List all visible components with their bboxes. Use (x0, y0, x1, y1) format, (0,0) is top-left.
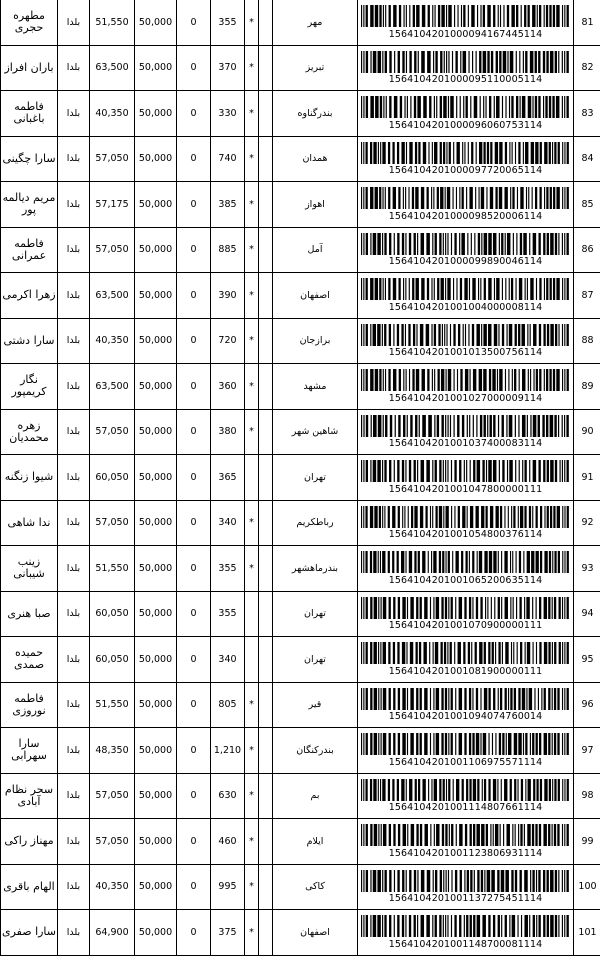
star-marker-cell: * (245, 910, 259, 956)
shipment-type-cell: بلدا (58, 91, 90, 137)
blank-cell (259, 864, 273, 910)
recipient-name-cell: ندا شاهی (1, 500, 58, 546)
tracking-barcode-cell (358, 546, 574, 592)
fee-amount-cell: 720 (211, 318, 245, 364)
tracking-code-text: 1564104201001137275451114 (358, 893, 573, 904)
tracking-barcode-cell (358, 364, 574, 410)
tracking-code-text: 1564104201001106975571114 (358, 757, 573, 768)
blank-cell (259, 682, 273, 728)
blank-cell (259, 409, 273, 455)
row-number-cell: 83 (574, 91, 600, 137)
base-amount-cell: 50,000 (135, 864, 177, 910)
barcode-graphic (361, 369, 570, 391)
zero-value-cell: 0 (177, 0, 211, 45)
shipment-type-cell: بلدا (58, 682, 90, 728)
fee-amount-cell: 385 (211, 182, 245, 228)
shipment-type-cell: بلدا (58, 637, 90, 683)
blank-cell (259, 500, 273, 546)
shipment-type-cell: بلدا (58, 728, 90, 774)
star-marker-cell: * (245, 819, 259, 865)
base-amount-cell: 50,000 (135, 45, 177, 91)
shipment-type-cell: بلدا (58, 910, 90, 956)
zero-value-cell: 0 (177, 455, 211, 501)
shipment-type-cell: بلدا (58, 136, 90, 182)
tracking-code-text: 1564104201001081900000111 (358, 666, 573, 677)
destination-city-cell: ایلام (273, 819, 358, 865)
blank-cell (259, 591, 273, 637)
destination-city-cell: بندرکنگان (273, 728, 358, 774)
recipient-name-cell: فاطمه عمرانی (1, 227, 58, 273)
star-marker-cell: * (245, 364, 259, 410)
row-number-cell: 92 (574, 500, 600, 546)
base-amount-cell: 50,000 (135, 500, 177, 546)
fee-amount-cell: 365 (211, 455, 245, 501)
row-number-cell: 81 (574, 0, 600, 45)
total-amount-cell: 48,350 (90, 728, 135, 774)
recipient-name-cell: باران افراز (1, 45, 58, 91)
fee-amount-cell: 740 (211, 136, 245, 182)
total-amount-cell: 51,550 (90, 0, 135, 45)
star-marker-cell: * (245, 227, 259, 273)
recipient-name-cell: شیوا زنگنه (1, 455, 58, 501)
table-row (1, 409, 600, 455)
barcode-graphic (361, 642, 570, 664)
barcode-graphic (361, 460, 570, 482)
base-amount-cell: 50,000 (135, 546, 177, 592)
total-amount-cell: 40,350 (90, 91, 135, 137)
tracking-code-text: 1564104201000095110005114 (358, 74, 573, 85)
fee-amount-cell: 340 (211, 500, 245, 546)
blank-cell (259, 273, 273, 319)
row-number-cell: 90 (574, 409, 600, 455)
table-row (1, 318, 600, 364)
recipient-name-cell: مهناز راکی (1, 819, 58, 865)
barcode-graphic (361, 51, 570, 73)
table-row (1, 591, 600, 637)
fee-amount-cell: 340 (211, 637, 245, 683)
blank-cell (259, 728, 273, 774)
row-number-cell: 88 (574, 318, 600, 364)
shipment-type-cell: بلدا (58, 45, 90, 91)
base-amount-cell: 50,000 (135, 773, 177, 819)
zero-value-cell: 0 (177, 773, 211, 819)
tracking-barcode-cell (358, 409, 574, 455)
tracking-barcode-cell (358, 182, 574, 228)
table-row (1, 910, 600, 956)
fee-amount-cell: 460 (211, 819, 245, 865)
zero-value-cell: 0 (177, 637, 211, 683)
fee-amount-cell: 885 (211, 227, 245, 273)
tracking-code-text: 1564104201000099890046114 (358, 256, 573, 267)
recipient-name-cell: فاطمه باغبانی (1, 91, 58, 137)
tracking-barcode-cell (358, 728, 574, 774)
fee-amount-cell: 355 (211, 591, 245, 637)
tracking-barcode-cell (358, 819, 574, 865)
tracking-barcode-cell (358, 0, 574, 45)
table-row (1, 91, 600, 137)
star-marker-cell: * (245, 546, 259, 592)
star-marker-cell (245, 455, 259, 501)
total-amount-cell: 60,050 (90, 591, 135, 637)
row-number-cell: 86 (574, 227, 600, 273)
tracking-code-text: 1564104201001070900000111 (358, 620, 573, 631)
recipient-name-cell: حمیده صمدی (1, 637, 58, 683)
base-amount-cell: 50,000 (135, 91, 177, 137)
zero-value-cell: 0 (177, 91, 211, 137)
base-amount-cell: 50,000 (135, 910, 177, 956)
base-amount-cell: 50,000 (135, 182, 177, 228)
destination-city-cell: مهر (273, 0, 358, 45)
row-number-cell: 99 (574, 819, 600, 865)
base-amount-cell: 50,000 (135, 0, 177, 45)
destination-city-cell: اهواز (273, 182, 358, 228)
recipient-name-cell: صبا هنری (1, 591, 58, 637)
table-row (1, 273, 600, 319)
barcode-graphic (361, 688, 570, 710)
zero-value-cell: 0 (177, 136, 211, 182)
total-amount-cell: 63,500 (90, 45, 135, 91)
tracking-code-text: 1564104201001094074760014 (358, 711, 573, 722)
row-number-cell: 85 (574, 182, 600, 228)
star-marker-cell: * (245, 136, 259, 182)
tracking-code-text: 1564104201000094167445114 (358, 29, 573, 40)
base-amount-cell: 50,000 (135, 409, 177, 455)
star-marker-cell: * (245, 91, 259, 137)
tracking-barcode-cell (358, 455, 574, 501)
table-row (1, 773, 600, 819)
row-number-cell: 84 (574, 136, 600, 182)
tracking-barcode-cell (358, 500, 574, 546)
shipment-type-cell: بلدا (58, 318, 90, 364)
star-marker-cell: * (245, 864, 259, 910)
barcode-graphic (361, 5, 570, 27)
blank-cell (259, 182, 273, 228)
table-row (1, 682, 600, 728)
table-row (1, 364, 600, 410)
fee-amount-cell: 380 (211, 409, 245, 455)
destination-city-cell: آمل (273, 227, 358, 273)
star-marker-cell: * (245, 273, 259, 319)
fee-amount-cell: 375 (211, 910, 245, 956)
destination-city-cell: تهران (273, 637, 358, 683)
recipient-name-cell: سارا صفری (1, 910, 58, 956)
recipient-name-cell: مطهره حجری (1, 0, 58, 45)
destination-city-cell: بندرگناوه (273, 91, 358, 137)
row-number-cell: 95 (574, 637, 600, 683)
blank-cell (259, 318, 273, 364)
tracking-barcode-cell (358, 637, 574, 683)
blank-cell (259, 227, 273, 273)
star-marker-cell: * (245, 682, 259, 728)
fee-amount-cell: 330 (211, 91, 245, 137)
total-amount-cell: 57,175 (90, 182, 135, 228)
blank-cell (259, 364, 273, 410)
zero-value-cell: 0 (177, 591, 211, 637)
tracking-barcode-cell (358, 45, 574, 91)
zero-value-cell: 0 (177, 45, 211, 91)
table-row (1, 0, 600, 45)
tracking-barcode-cell (358, 773, 574, 819)
row-number-cell: 91 (574, 455, 600, 501)
tracking-code-text: 1564104201001123806931114 (358, 848, 573, 859)
tracking-code-text: 1564104201001114807661114 (358, 802, 573, 813)
tracking-barcode-cell (358, 273, 574, 319)
barcode-graphic (361, 142, 570, 164)
zero-value-cell: 0 (177, 409, 211, 455)
shipment-type-cell: بلدا (58, 273, 90, 319)
recipient-name-cell: مریم دیالمه پور (1, 182, 58, 228)
barcode-graphic (361, 870, 570, 892)
shipment-type-cell: بلدا (58, 182, 90, 228)
base-amount-cell: 50,000 (135, 728, 177, 774)
barcode-graphic (361, 597, 570, 619)
row-number-cell: 98 (574, 773, 600, 819)
table-row (1, 136, 600, 182)
star-marker-cell (245, 591, 259, 637)
shipment-type-cell: بلدا (58, 455, 90, 501)
tracking-code-text: 1564104201001065200635114 (358, 575, 573, 586)
table-row (1, 819, 600, 865)
tracking-barcode-cell (358, 318, 574, 364)
table-row (1, 182, 600, 228)
row-number-cell: 87 (574, 273, 600, 319)
star-marker-cell: * (245, 500, 259, 546)
ledger-body (1, 0, 600, 955)
table-row (1, 455, 600, 501)
zero-value-cell: 0 (177, 227, 211, 273)
fee-amount-cell: 995 (211, 864, 245, 910)
shipment-type-cell: بلدا (58, 819, 90, 865)
star-marker-cell: * (245, 728, 259, 774)
tracking-barcode-cell (358, 136, 574, 182)
total-amount-cell: 57,050 (90, 409, 135, 455)
row-number-cell: 89 (574, 364, 600, 410)
total-amount-cell: 63,500 (90, 364, 135, 410)
blank-cell (259, 546, 273, 592)
fee-amount-cell: 630 (211, 773, 245, 819)
tracking-barcode-cell (358, 682, 574, 728)
destination-city-cell: کاکی (273, 864, 358, 910)
star-marker-cell: * (245, 318, 259, 364)
row-number-cell: 94 (574, 591, 600, 637)
zero-value-cell: 0 (177, 682, 211, 728)
destination-city-cell: بم (273, 773, 358, 819)
zero-value-cell: 0 (177, 728, 211, 774)
table-row (1, 227, 600, 273)
blank-cell (259, 910, 273, 956)
recipient-name-cell: سارا سهرابی (1, 728, 58, 774)
barcode-graphic (361, 915, 570, 937)
recipient-name-cell: سحر نظام آبادی (1, 773, 58, 819)
fee-amount-cell: 355 (211, 0, 245, 45)
recipient-name-cell: سارا چگینی (1, 136, 58, 182)
table-row (1, 45, 600, 91)
base-amount-cell: 50,000 (135, 591, 177, 637)
fee-amount-cell: 390 (211, 273, 245, 319)
base-amount-cell: 50,000 (135, 637, 177, 683)
tracking-code-text: 1564104201001027000009114 (358, 393, 573, 404)
zero-value-cell: 0 (177, 546, 211, 592)
destination-city-cell: برازجان (273, 318, 358, 364)
recipient-name-cell: زهرا اکرمی (1, 273, 58, 319)
table-row (1, 864, 600, 910)
shipment-type-cell: بلدا (58, 0, 90, 45)
tracking-code-text: 1564104201001054800376114 (358, 529, 573, 540)
barcode-graphic (361, 824, 570, 846)
shipment-type-cell: بلدا (58, 773, 90, 819)
zero-value-cell: 0 (177, 910, 211, 956)
total-amount-cell: 57,050 (90, 500, 135, 546)
fee-amount-cell: 360 (211, 364, 245, 410)
shipment-type-cell: بلدا (58, 409, 90, 455)
destination-city-cell: بندرماهشهر (273, 546, 358, 592)
base-amount-cell: 50,000 (135, 136, 177, 182)
zero-value-cell: 0 (177, 819, 211, 865)
barcode-graphic (361, 733, 570, 755)
barcode-graphic (361, 187, 570, 209)
zero-value-cell: 0 (177, 273, 211, 319)
barcode-graphic (361, 233, 570, 255)
row-number-cell: 101 (574, 910, 600, 956)
star-marker-cell: * (245, 0, 259, 45)
total-amount-cell: 57,050 (90, 227, 135, 273)
barcode-graphic (361, 779, 570, 801)
recipient-name-cell: سارا دشتی (1, 318, 58, 364)
destination-city-cell: قیر (273, 682, 358, 728)
zero-value-cell: 0 (177, 864, 211, 910)
star-marker-cell (245, 637, 259, 683)
table-row (1, 500, 600, 546)
total-amount-cell: 51,550 (90, 682, 135, 728)
destination-city-cell: اصفهان (273, 910, 358, 956)
blank-cell (259, 773, 273, 819)
zero-value-cell: 0 (177, 182, 211, 228)
star-marker-cell: * (245, 182, 259, 228)
tracking-code-text: 1564104201001013500756114 (358, 347, 573, 358)
recipient-name-cell: زینب شیبانی (1, 546, 58, 592)
base-amount-cell: 50,000 (135, 273, 177, 319)
blank-cell (259, 0, 273, 45)
total-amount-cell: 40,350 (90, 318, 135, 364)
zero-value-cell: 0 (177, 500, 211, 546)
tracking-barcode-cell (358, 91, 574, 137)
total-amount-cell: 51,550 (90, 546, 135, 592)
tracking-barcode-cell (358, 227, 574, 273)
fee-amount-cell: 1,210 (211, 728, 245, 774)
base-amount-cell: 50,000 (135, 682, 177, 728)
recipient-name-cell: الهام باقری (1, 864, 58, 910)
row-number-cell: 96 (574, 682, 600, 728)
star-marker-cell: * (245, 409, 259, 455)
star-marker-cell: * (245, 45, 259, 91)
total-amount-cell: 60,050 (90, 637, 135, 683)
fee-amount-cell: 805 (211, 682, 245, 728)
table-row (1, 728, 600, 774)
star-marker-cell: * (245, 773, 259, 819)
tracking-code-text: 1564104201001037400083114 (358, 438, 573, 449)
recipient-name-cell: فاطمه نوروزی (1, 682, 58, 728)
destination-city-cell: تهران (273, 455, 358, 501)
destination-city-cell: همدان (273, 136, 358, 182)
row-number-cell: 97 (574, 728, 600, 774)
base-amount-cell: 50,000 (135, 455, 177, 501)
tracking-code-text: 1564104201000097720065114 (358, 165, 573, 176)
total-amount-cell: 57,050 (90, 136, 135, 182)
barcode-graphic (361, 506, 570, 528)
base-amount-cell: 50,000 (135, 364, 177, 410)
barcode-graphic (361, 278, 570, 300)
row-number-cell: 100 (574, 864, 600, 910)
fee-amount-cell: 370 (211, 45, 245, 91)
tracking-barcode-cell (358, 864, 574, 910)
row-number-cell: 82 (574, 45, 600, 91)
shipment-type-cell: بلدا (58, 500, 90, 546)
tracking-code-text: 1564104201001148700081114 (358, 939, 573, 950)
shipment-type-cell: بلدا (58, 364, 90, 410)
tracking-code-text: 1564104201000096060753114 (358, 120, 573, 131)
total-amount-cell: 60,050 (90, 455, 135, 501)
shipment-type-cell: بلدا (58, 546, 90, 592)
total-amount-cell: 57,050 (90, 819, 135, 865)
fee-amount-cell: 355 (211, 546, 245, 592)
tracking-barcode-cell (358, 591, 574, 637)
barcode-graphic (361, 324, 570, 346)
table-row (1, 546, 600, 592)
tracking-barcode-cell (358, 910, 574, 956)
zero-value-cell: 0 (177, 318, 211, 364)
blank-cell (259, 819, 273, 865)
table-row (1, 637, 600, 683)
destination-city-cell: شاهین شهر (273, 409, 358, 455)
blank-cell (259, 136, 273, 182)
barcode-graphic (361, 551, 570, 573)
recipient-name-cell: نگار کریمپور (1, 364, 58, 410)
destination-city-cell: مشهد (273, 364, 358, 410)
tracking-code-text: 1564104201001047800000111 (358, 484, 573, 495)
barcode-graphic (361, 415, 570, 437)
row-number-cell: 93 (574, 546, 600, 592)
total-amount-cell: 40,350 (90, 864, 135, 910)
barcode-graphic (361, 96, 570, 118)
blank-cell (259, 637, 273, 683)
base-amount-cell: 50,000 (135, 318, 177, 364)
blank-cell (259, 45, 273, 91)
base-amount-cell: 50,000 (135, 819, 177, 865)
destination-city-cell: اصفهان (273, 273, 358, 319)
recipient-name-cell: زهره محمدیان (1, 409, 58, 455)
total-amount-cell: 63,500 (90, 273, 135, 319)
total-amount-cell: 57,050 (90, 773, 135, 819)
shipment-type-cell: بلدا (58, 227, 90, 273)
total-amount-cell: 64,900 (90, 910, 135, 956)
tracking-code-text: 1564104201001004000008114 (358, 302, 573, 313)
destination-city-cell: تهران (273, 591, 358, 637)
zero-value-cell: 0 (177, 364, 211, 410)
blank-cell (259, 91, 273, 137)
tracking-code-text: 1564104201000098520006114 (358, 211, 573, 222)
blank-cell (259, 455, 273, 501)
shipment-type-cell: بلدا (58, 591, 90, 637)
base-amount-cell: 50,000 (135, 227, 177, 273)
shipment-type-cell: بلدا (58, 864, 90, 910)
destination-city-cell: تبریز (273, 45, 358, 91)
destination-city-cell: رباطکریم (273, 500, 358, 546)
